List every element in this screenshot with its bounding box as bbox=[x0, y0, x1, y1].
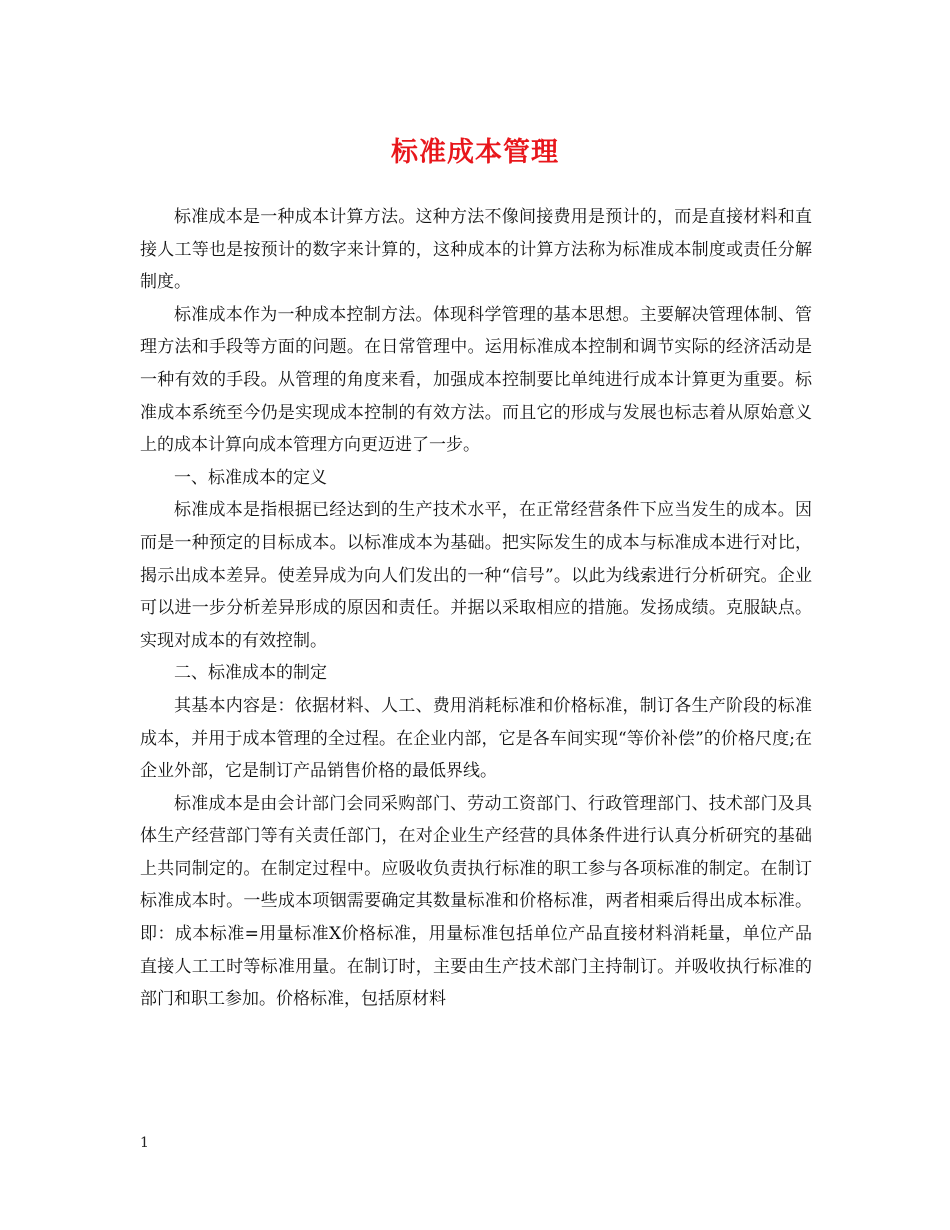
paragraph-basic-content: 其基本内容是：依据材料、人工、费用消耗标准和价格标准，制订各生产阶段的标准成本，并用于成本管理的全过程。在企业内部，它是各车间实现“等价补偿”的价格尺度;在企业外部，它是制订产品销售价格的最低界线。 bbox=[140, 695, 812, 782]
section-heading-definition: 一、标准成本的定义 bbox=[174, 467, 327, 488]
section-heading-formulation: 二、标准成本的制定 bbox=[174, 663, 327, 684]
document-body bbox=[140, 201, 812, 1016]
paragraph-control-method: 标准成本作为一种成本控制方法。体现科学管理的基本思想。主要解决管理体制、管理方法和手段等方面的问题。在日常管理中。运用标准成本控制和调节实际的经济活动是一种有效的手段。从管理的角度来看，加强成本控制要比单纯进行成本计算更为重要。标准成本系统至今仍是实现成本控制的有效方法。而且它的形成与发展也标志着从原始意义上的成本计算向成本管理方向更迈进了一步。 bbox=[140, 304, 812, 456]
page-number: 1 bbox=[140, 1135, 149, 1151]
document-title: 标准成本管理 bbox=[391, 137, 559, 168]
paragraph-definition: 标准成本是指根据已经达到的生产技术水平，在正常经营条件下应当发生的成本。因而是一种预定的目标成本。以标准成本为基础。把实际发生的成本与标准成本进行对比，揭示出成本差异。使差异成为向人们发出的一种“信号”。以此为线索进行分析研究。企业可以进一步分析差异形成的原因和责任。并据以采取相应的措施。发扬成绩。克服缺点。实现对成本的有效控制。 bbox=[140, 500, 812, 651]
paragraph-intro: 标准成本是一种成本计算方法。这种方法不像间接费用是预计的，而是直接材料和直接人工等也是按预计的数字来计算的，这种成本的计算方法称为标准成本制度或责任分解制度。 bbox=[140, 207, 812, 293]
paragraph-formulation-process: 标准成本是由会计部门会同采购部门、劳动工资部门、行政管理部门、技术部门及具体生产经营部门等有关责任部门，在对企业生产经营的具体条件进行认真分析研究的基础上共同制定的。在制定过程中。应吸收负责执行标准的职工参与各项标准的制定。在制订标准成本时。一些成本项铟需要确定其数量标准和价格标准，两者相乘后得出成本标准。即：成本标准=用量标准X价格标准，用量标准包括单位产品直接材料消耗量，单位产品直接人工工时等标准用量。在制订时，主要由生产技术部门主持制订。并吸收执行标准的部门和职工参加。价格标准，包括原材料 bbox=[140, 793, 812, 1010]
